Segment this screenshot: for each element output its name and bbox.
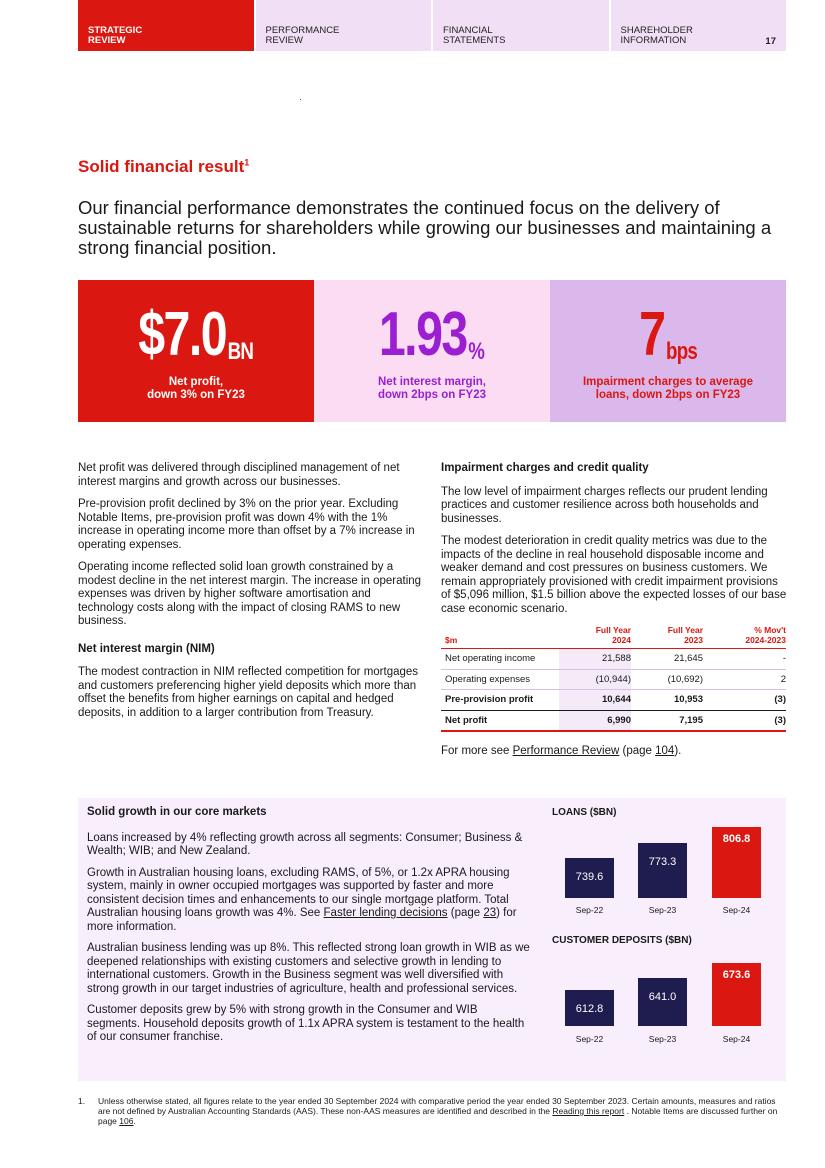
deposits-chart <box>559 962 781 1026</box>
footnote-text-part: . <box>133 1116 136 1126</box>
paragraph-text: (page <box>447 907 484 919</box>
header-line1: Full Year <box>595 625 631 635</box>
kpi-caption-line1: Net profit, <box>168 376 224 388</box>
cell-fy23: (10,692) <box>631 669 703 690</box>
x-tick-label: Sep-22 <box>575 905 604 915</box>
core-markets-panel <box>78 798 786 1081</box>
x-tick-label: Sep-23 <box>648 905 677 915</box>
loans-chart <box>559 826 781 898</box>
header-line1: Full Year <box>667 625 703 635</box>
paragraph: Customer deposits grew by 5% with strong growth in the Consumer and WIB segments. Household deposits growth of 1.1x APRA system is testament to the health of our consumer franchise. <box>87 1004 525 1043</box>
paragraph: The modest contraction in NIM reflected competition for mortgages and customers preferencing higher yield deposits which more than offset the benefits from higher earnings on capital and hedged deposits, in addition to a larger contribution from Treasury. <box>78 666 419 719</box>
chart-bar <box>565 858 614 898</box>
row-label: Operating expenses <box>441 669 559 690</box>
page-number: 17 <box>765 36 776 47</box>
paragraph: Loans increased by 4% reflecting growth across all segments: Consumer; Business & Wealth; WIB; and New Zealand. <box>87 831 523 857</box>
cell-fy24: 10,644 <box>559 690 631 711</box>
header-line2: 2023 <box>684 635 703 645</box>
x-tick-label: Sep-23 <box>648 1034 677 1044</box>
page-104-link[interactable]: 104 <box>655 745 675 757</box>
bar-value-label: 673.6 <box>722 969 751 981</box>
tab-performance-review[interactable] <box>256 0 432 51</box>
paragraph <box>87 867 532 935</box>
bar-value-label: 641.0 <box>648 991 677 1003</box>
left-column <box>78 462 423 729</box>
col-header-fy24 <box>559 625 631 649</box>
header-line2: 2024 <box>612 635 631 645</box>
cell-movement: - <box>703 649 786 670</box>
tab-label-line2: REVIEW <box>265 35 303 46</box>
title-footnote-marker: 1 <box>244 157 250 168</box>
page-23-link[interactable]: 23 <box>483 907 497 919</box>
paragraph-text: Growth in Australian housing loans, excluding RAMS, of 5%, or 1.2x APRA housing system, mainly in owner occupied mortgages was supported by faster and more consistent decision times and enhancements to our single mortgage platform. Total Australian housing loans growth was 4%. See <box>87 866 510 919</box>
page-106-link[interactable]: 106 <box>119 1116 134 1126</box>
bar-value-label: 773.3 <box>648 856 677 868</box>
kpi-net-profit <box>78 280 314 422</box>
tab-financial-statements[interactable] <box>433 0 609 51</box>
row-label: Net operating income <box>441 649 559 670</box>
footnote-text-part: . Notable Items are discussed further on page <box>98 1106 778 1126</box>
kpi-unit: bps <box>665 338 697 365</box>
kpi-caption-line2: down 2bps on FY23 <box>378 389 486 401</box>
bar-value-label: 739.6 <box>575 871 604 883</box>
paragraph: Net profit was delivered through disciplined management of net interest margins and growth across our businesses. <box>78 462 400 488</box>
deposits-x-axis <box>559 1034 781 1046</box>
kpi-number: 7 <box>639 300 665 369</box>
row-label: Net profit <box>441 710 559 731</box>
kpi-caption <box>147 376 245 402</box>
header-line1: % Mov't <box>754 625 786 635</box>
chart-bar <box>712 827 761 898</box>
cell-movement: 2 <box>703 669 786 690</box>
kpi-caption-line1: Net interest margin, <box>378 376 486 388</box>
tab-label-line1: PERFORMANCE <box>265 25 340 36</box>
chart-bar <box>712 963 761 1026</box>
col-header-movement <box>703 625 786 649</box>
kpi-impairment-charges <box>550 280 786 422</box>
paragraph: Australian business lending was up 8%. This reflected strong loan growth in WIB as we deepened relationships with existing customers and selective growth in lending to international customers. Growth in the Business segment was well diversified with strong growth in our target industries of agriculture, health and professional services. <box>87 942 530 995</box>
chart-bar <box>565 990 614 1026</box>
kpi-number: 1.93 <box>379 300 468 369</box>
x-tick-label: Sep-22 <box>575 1034 604 1044</box>
see-more-prefix: For more see <box>441 745 513 757</box>
chart-bar <box>638 978 687 1026</box>
kpi-value <box>138 300 254 369</box>
table-row <box>441 669 786 690</box>
bar-value-label: 612.8 <box>575 1003 604 1015</box>
cell-fy24: 21,588 <box>559 649 631 670</box>
section-nav <box>78 0 786 51</box>
cell-fy23: 10,953 <box>631 690 703 711</box>
impairment-heading: Impairment charges and credit quality <box>441 462 649 474</box>
stray-dot <box>300 99 301 100</box>
row-label: Pre-provision profit <box>441 690 559 711</box>
col-header-label: $m <box>441 625 559 649</box>
kpi-value <box>379 300 485 369</box>
table-row <box>441 710 786 731</box>
deposits-chart-title: CUSTOMER DEPOSITS ($BN) <box>552 935 692 946</box>
kpi-caption <box>583 376 753 402</box>
tab-label-line2: INFORMATION <box>620 35 687 46</box>
kpi-caption-line2: loans, down 2bps on FY23 <box>595 389 741 401</box>
kpi-value <box>639 300 697 369</box>
table-header-row <box>441 625 786 649</box>
loans-x-axis <box>559 905 781 917</box>
footnote-text-part: Unless otherwise stated, all figures relate to the year ended 30 September 2024 with comparative period the year ended 30 September 2023. Certain amounts, measures and ratios are not defined by Australian Accounting Standards (AAS). These non-AAS measures are identified and described in the <box>98 1096 776 1116</box>
see-more-text <box>441 745 789 759</box>
financial-summary-table <box>441 625 786 732</box>
see-more-suffix: ). <box>674 745 682 757</box>
footnote-number: 1. <box>78 1096 86 1106</box>
paragraph: Operating income reflected solid loan growth constrained by a modest decline in the net interest margin. The increase in operating expenses was driven by higher software amortisation and technology costs along with the impact of closing RAMS to new business. <box>78 561 422 627</box>
loans-chart-title: LOANS ($BN) <box>552 807 617 818</box>
cell-movement: (3) <box>703 710 786 731</box>
kpi-caption <box>378 376 486 402</box>
faster-lending-link[interactable]: Faster lending decisions <box>323 907 448 919</box>
kpi-number: $7.0 <box>138 300 227 369</box>
right-column <box>441 462 789 759</box>
see-more-mid: (page <box>619 745 656 757</box>
footnote-text <box>98 1096 786 1126</box>
kpi-caption-line1: Impairment charges to average <box>582 376 753 388</box>
tab-strategic-review[interactable] <box>78 0 254 51</box>
tab-label-line1: SHAREHOLDER <box>620 25 693 36</box>
paragraph: The low level of impairment charges reflects our prudent lending practices and customer resilience across both households and businesses. <box>441 485 768 525</box>
kpi-unit: % <box>468 338 485 365</box>
kpi-unit: BN <box>227 338 254 365</box>
nim-heading: Net interest margin (NIM) <box>78 642 215 655</box>
tab-label-line2: REVIEW <box>88 35 126 46</box>
table-row <box>441 649 786 670</box>
chart-bar <box>638 843 687 898</box>
paragraph: Pre-provision profit declined by 3% on the prior year. Excluding Notable Items, pre-provision profit was down 4% with the 1% increase in operating income more than offset by a 7% increase in operating expenses. <box>78 498 415 551</box>
cell-fy23: 21,645 <box>631 649 703 670</box>
page-title-text: Solid financial result <box>78 157 245 176</box>
paragraph-text: ) for more information. <box>87 907 517 933</box>
lead-paragraph: Our financial performance demonstrates the continued focus on the delivery of sustainable returns for shareholders while growing our businesses and maintaining a strong financial position. <box>78 197 772 258</box>
paragraph: The modest deterioration in credit quality metrics was due to the impacts of the decline in real household disposable income and weaker demand and cost pressures on business customers. We remain appropriately provisioned with credit impairment provisions of $5,096 million, $1.5 billion above the expected losses of our base case economic scenario. <box>441 535 787 615</box>
header-line2: 2024-2023 <box>745 635 786 645</box>
col-header-fy23 <box>631 625 703 649</box>
cell-fy23: 7,195 <box>631 710 703 731</box>
performance-review-link[interactable]: Performance Review <box>512 745 620 757</box>
reading-this-report-link[interactable]: Reading this report <box>552 1106 625 1116</box>
footnote <box>78 1096 786 1126</box>
cell-movement: (3) <box>703 690 786 711</box>
tab-label-line1: FINANCIAL <box>443 25 493 36</box>
cell-fy24: 6,990 <box>559 710 631 731</box>
core-markets-text <box>87 806 532 1053</box>
x-tick-label: Sep-24 <box>722 905 751 915</box>
core-markets-heading: Solid growth in our core markets <box>87 806 267 818</box>
page-title <box>78 157 249 177</box>
table-row <box>441 690 786 711</box>
kpi-panels <box>78 280 786 422</box>
tab-label-line2: STATEMENTS <box>443 35 506 46</box>
cell-fy24: (10,944) <box>559 669 631 690</box>
bar-value-label: 806.8 <box>722 833 751 845</box>
kpi-net-interest-margin <box>314 280 550 422</box>
kpi-caption-line2: down 3% on FY23 <box>147 389 245 401</box>
x-tick-label: Sep-24 <box>722 1034 751 1044</box>
tab-label-line1: STRATEGIC <box>88 25 143 36</box>
tab-shareholder-information[interactable] <box>611 0 787 51</box>
